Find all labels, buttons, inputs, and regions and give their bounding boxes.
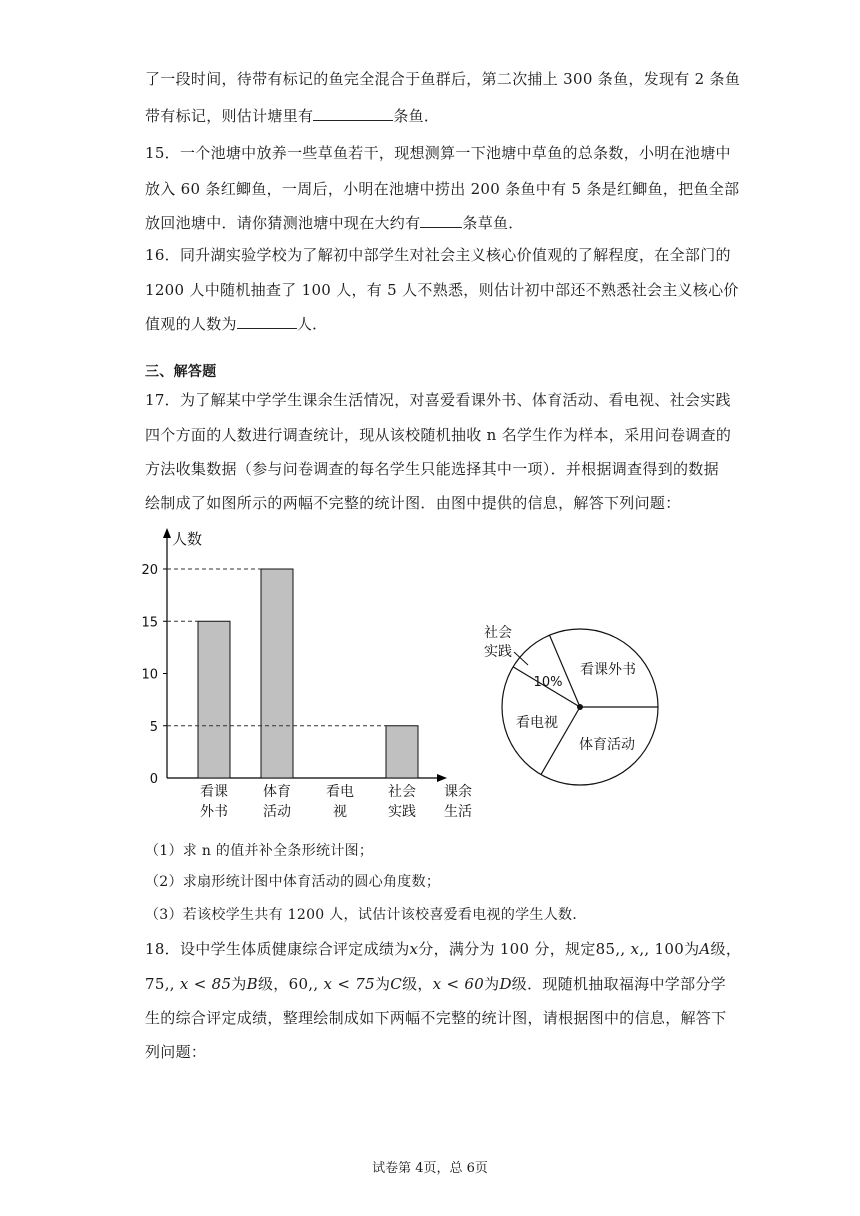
q17-line-2: 四个方面的人数进行调查统计，现从该校随机抽收 n 名学生作为样本，采用问卷调查的 xyxy=(145,426,732,444)
y-tick-label: 5 xyxy=(149,719,158,735)
y-tick-label: 15 xyxy=(141,615,158,631)
text-fragment: 为 xyxy=(231,975,247,993)
pie-outside-label: 社会 xyxy=(484,625,512,641)
q17-line-1: 17．为了解某中学学生课余生活情况，对喜爱看课外书、体育活动、看电视、社会实践 xyxy=(145,391,731,409)
q15-line-2: 放入 60 条红鲫鱼，一周后，小明在池塘中捞出 200 条鱼中有 5 条是红鲫鱼，把鱼全部 xyxy=(145,180,740,198)
text-line-1: 了一段时间，待带有标记的鱼完全混合于鱼群后，第二次捕上 300 条鱼，发现有 2 条鱼 xyxy=(145,70,741,88)
q18-line-4: 列问题： xyxy=(145,1043,207,1061)
pie-slice-label: 体育活动 xyxy=(579,737,635,753)
math-num: 100 xyxy=(654,940,685,958)
x-tick-label: 看课 xyxy=(200,784,228,800)
text-fragment: 带有标记，则估计塘里有 xyxy=(145,107,314,125)
sub-question-3: （3）若该校学生共有 1200 人，试估计该校喜爱看电视的学生人数． xyxy=(145,907,587,923)
x-axis-label: 生活 xyxy=(444,804,472,820)
math-num: 60 xyxy=(288,975,309,993)
text-fragment: 为 xyxy=(374,975,391,993)
bar xyxy=(261,569,293,778)
page-footer: 试卷第 4页，总 6页 xyxy=(372,1161,488,1176)
text-fragment: 人． xyxy=(296,315,328,333)
y-tick-label: 0 xyxy=(149,772,158,787)
bar-chart xyxy=(140,522,480,822)
text-fragment: 级， xyxy=(710,940,742,958)
pie-slice-label: 看电视 xyxy=(516,715,558,731)
q18-line-3: 生的综合评定成绩，整理绘制成如下两幅不完整的统计图，请根据图中的信息，解答下 xyxy=(145,1009,727,1027)
pie-chart xyxy=(470,612,690,802)
x-tick-label: 体育 xyxy=(263,784,291,800)
answer-blank[interactable] xyxy=(237,314,297,329)
q16-line-2: 1200 人中随机抽查了 100 人，有 5 人不熟悉，则估计初中部还不熟悉社会主义核心价 xyxy=(145,281,739,299)
text-fragment: 值观的人数为 xyxy=(145,315,237,333)
sub-question-1: （1）求 n 的值并补全条形统计图； xyxy=(145,843,374,859)
x-tick-label: 社会 xyxy=(388,784,416,800)
y-axis-arrow xyxy=(163,528,171,538)
section-heading: 三、解答题 xyxy=(145,364,217,380)
text-fragment: 条草鱼． xyxy=(462,214,524,232)
math-var: x xyxy=(409,940,419,958)
q16-line-3 xyxy=(145,313,327,334)
q18-line-2: 75,, x < 85为B级，60,, x < 75为C级，x < 60为D级．现随机抽取福海中学部分学 xyxy=(145,975,726,993)
x-tick-label: 外书 xyxy=(200,804,228,820)
bar xyxy=(386,726,418,778)
math-expr: x < 60 xyxy=(432,975,485,993)
y-tick-label: 10 xyxy=(141,667,158,683)
math-num: 85 xyxy=(595,940,616,958)
y-tick-label: 20 xyxy=(141,563,158,578)
math-var: B xyxy=(246,975,258,993)
text-fragment: 级， xyxy=(402,975,433,993)
x-tick-label: 看电 xyxy=(326,784,354,800)
x-axis-label: 课余 xyxy=(444,784,472,800)
q17-line-3: 方法收集数据（参与问卷调查的每名学生只能选择其中一项）．并根据调查得到的数据 xyxy=(145,460,719,478)
sub-question-2: （2）求扇形统计图中体育活动的圆心角度数； xyxy=(145,874,441,890)
text-line-2 xyxy=(145,105,439,126)
pie-center xyxy=(577,704,583,710)
math-num: 75 xyxy=(145,975,165,993)
q15-line-3 xyxy=(145,212,524,233)
answer-blank[interactable] xyxy=(313,106,393,121)
x-tick-label: 视 xyxy=(333,804,347,820)
x-axis-arrow xyxy=(437,774,447,782)
q18-line-1: 18．设中学生体质健康综合评定成绩为x分，满分为 100 分，规定85,, x,, 100为A级， xyxy=(145,940,742,958)
x-tick-label: 活动 xyxy=(263,804,291,820)
text-fragment: 放回池塘中．请你猜测池塘中现在大约有 xyxy=(145,214,421,232)
math-expr: x < 85 xyxy=(179,975,232,993)
bar xyxy=(198,621,230,778)
pie-slice-value-label: 10% xyxy=(533,675,563,690)
text-fragment: 为 xyxy=(484,975,500,993)
text-fragment: 为 xyxy=(684,940,700,958)
math-var: C xyxy=(390,975,403,993)
text-fragment: 18．设中学生体质健康综合评定成绩为 xyxy=(145,940,410,958)
q15-line-1: 15．一个池塘中放养一些草鱼若干，现想测算一下池塘中草鱼的总条数，小明在池塘中 xyxy=(145,144,731,162)
answer-blank[interactable] xyxy=(420,213,462,228)
text-fragment: 级．现随机抽取福海中学部分学 xyxy=(511,975,726,993)
q17-line-4: 绘制成了如图所示的两幅不完整的统计图．由图中提供的信息，解答下列问题： xyxy=(145,494,681,512)
math-var: x xyxy=(630,940,640,958)
text-fragment: 条鱼． xyxy=(393,107,440,125)
math-var: D xyxy=(499,975,512,993)
x-tick-label: 实践 xyxy=(388,804,416,820)
text-fragment: 分，满分为 100 分，规定 xyxy=(418,940,596,958)
text-fragment: 级， xyxy=(258,975,289,993)
q16-line-1: 16．同升湖实验学校为了解初中部学生对社会主义核心价值观的了解程度，在全部门的 xyxy=(145,246,731,264)
pie-outside-label: 实践 xyxy=(484,644,512,660)
pie-slice-label: 看课外书 xyxy=(580,662,636,678)
math-var: A xyxy=(699,940,711,958)
y-axis-label: 人数 xyxy=(172,530,203,548)
math-expr: x < 75 xyxy=(323,975,375,993)
